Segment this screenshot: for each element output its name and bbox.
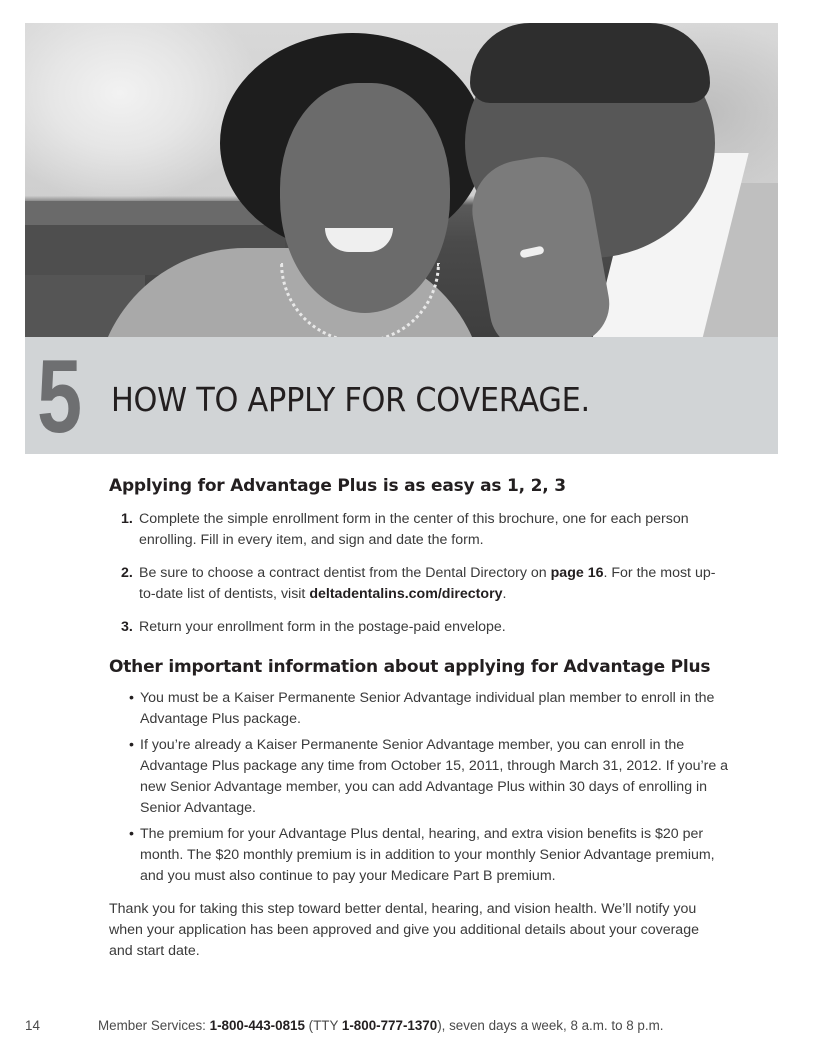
chapter-number: 5 <box>37 339 83 455</box>
bullet-icon: • <box>129 826 134 842</box>
info-bullet-item <box>129 824 729 887</box>
step-text: . For the most up-to-date list of dentists, visit <box>139 565 716 602</box>
bullet-text: The premium for your Advantage Plus dental, hearing, and extra vision benefits is $20 per month. The $20 monthly premium is in addition to your monthly Senior Advantage premium, and you must also continue to pay your Medicare Part B premium. <box>140 826 715 884</box>
step-item-1 <box>121 509 729 551</box>
tty-phone[interactable]: 1-800-777-1370 <box>341 1018 438 1033</box>
info-bullet-item <box>129 688 729 730</box>
photo-man-hair <box>470 23 710 103</box>
step-number: 3. <box>121 619 133 635</box>
section-heading-apply-steps: Applying for Advantage Plus is as easy as 1, 2, 3 <box>109 476 566 496</box>
step-text: Be sure to choose a contract dentist from the Dental Directory on <box>139 565 551 581</box>
other-info-list <box>129 688 729 887</box>
step-item-2 <box>121 563 729 605</box>
step-number: 1. <box>121 511 133 527</box>
bullet-icon: • <box>129 690 134 706</box>
page-footer <box>25 1017 785 1037</box>
step-item-3 <box>121 617 729 638</box>
main-content <box>109 475 729 962</box>
step-text: Complete the simple enrollment form in the center of this brochure, one for each person enrolling. Fill in every item, and sign and date the form. <box>139 511 689 548</box>
chapter-banner <box>25 337 778 454</box>
tty-close: ) <box>437 1018 442 1033</box>
page-number: 14 <box>25 1018 40 1033</box>
step-text: . <box>502 586 507 602</box>
tty-open: (TTY <box>304 1018 342 1033</box>
chapter-title: HOW TO APPLY FOR COVERAGE. <box>111 380 590 419</box>
directory-link[interactable]: deltadentalins.com/directory <box>309 586 503 602</box>
closing-paragraph: Thank you for taking this step toward better dental, hearing, and vision health. We’ll notify you when your application has been approved and give you additional details about your coverage and start date. <box>109 901 699 959</box>
step-number: 2. <box>121 565 133 581</box>
service-hours: , seven days a week, 8 a.m. to 8 p.m. <box>441 1018 664 1033</box>
member-services-phone[interactable]: 1-800-443-0815 <box>209 1018 305 1033</box>
page-reference: page 16 <box>550 565 604 581</box>
bullet-text: If you’re already a Kaiser Permanente Senior Advantage member, you can enroll in the Advantage Plus package any time from October 15, 2011, through March 31, 2012. If you’re a new Senior Advantage member, you can add Advantage Plus within 30 days of enrolling in Senior Advantage. <box>140 737 729 816</box>
step-text: Return your enrollment form in the postage-paid envelope. <box>139 619 506 635</box>
bullet-icon: • <box>129 737 134 753</box>
hero-photo <box>25 23 778 337</box>
member-services-label: Member Services: <box>98 1018 210 1033</box>
apply-steps-list <box>121 509 729 638</box>
bullet-text: You must be a Kaiser Permanente Senior Advantage individual plan member to enroll in the Advantage Plus package. <box>140 690 715 727</box>
member-services-line <box>98 1017 663 1035</box>
section-heading-other-info: Other important information about applying for Advantage Plus <box>109 657 711 677</box>
info-bullet-item <box>129 735 729 819</box>
